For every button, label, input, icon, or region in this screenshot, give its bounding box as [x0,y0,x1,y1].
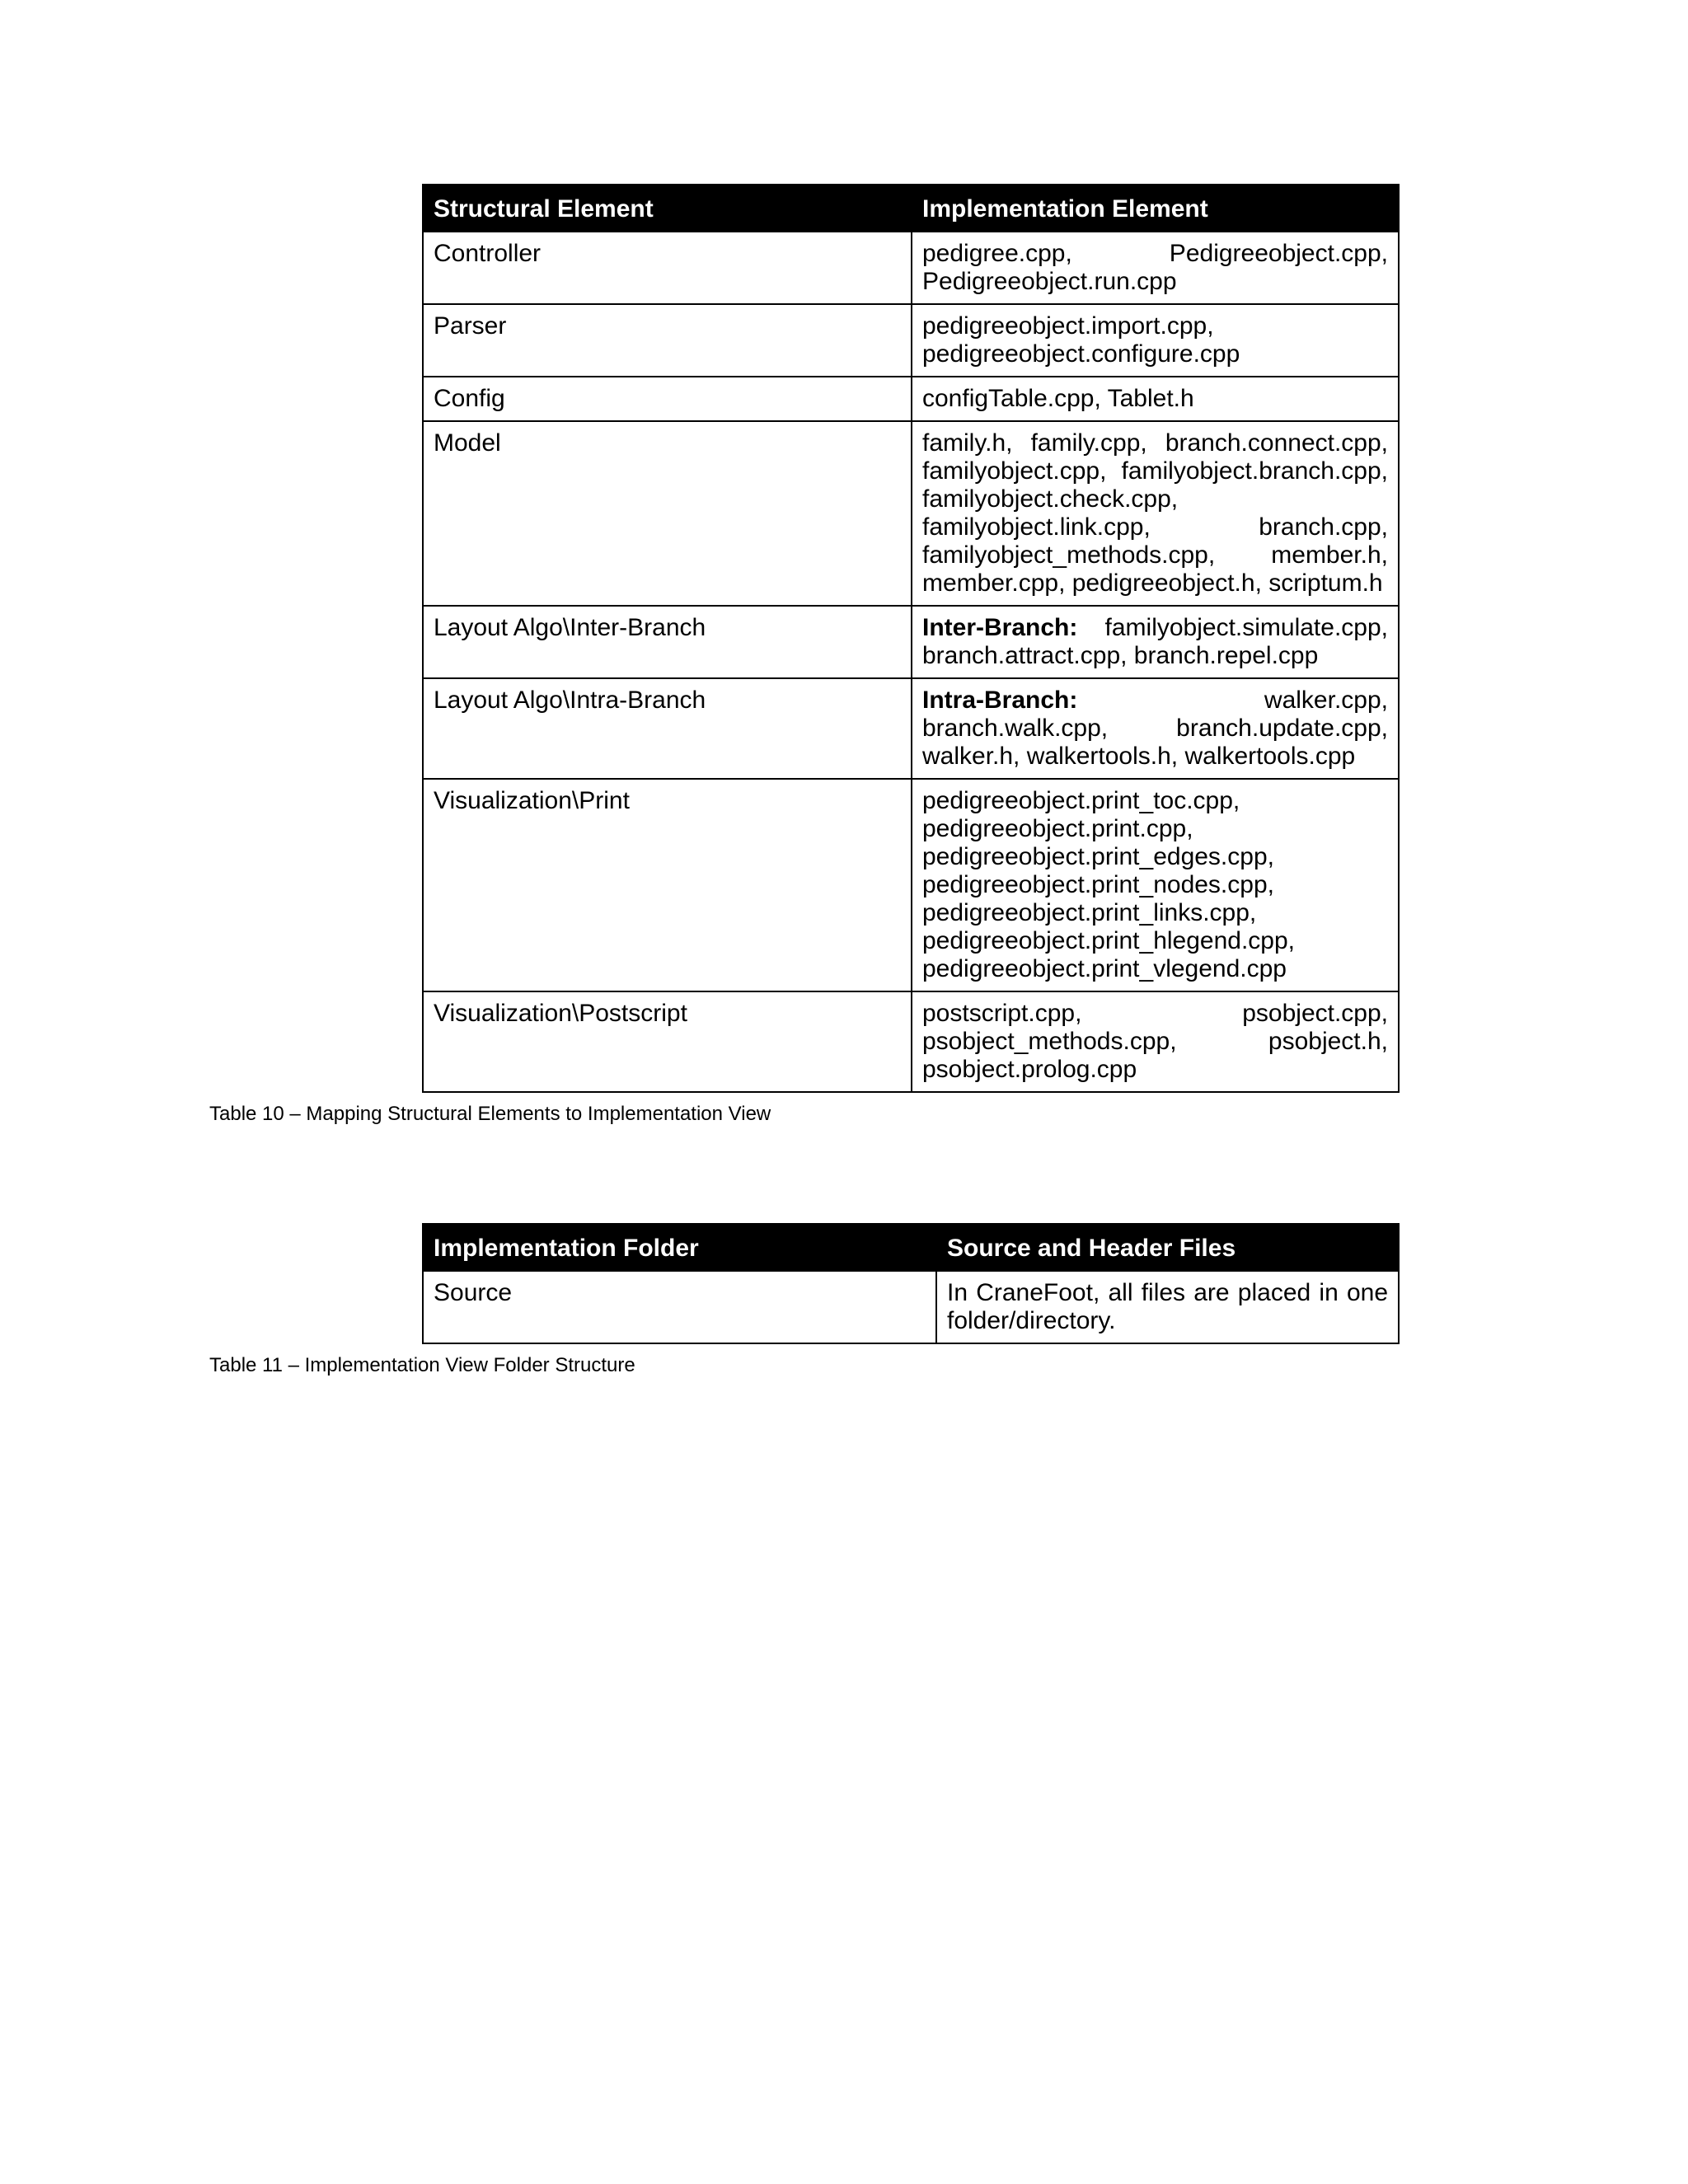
structural-element-cell: Visualization\Print [423,779,912,991]
source-files-cell: In CraneFoot, all files are placed in one folder/directory. [936,1271,1399,1343]
implementation-element-cell: configTable.cpp, Tablet.h [912,377,1399,421]
table-row [423,304,1399,377]
structural-element-cell: Layout Algo\Intra-Branch [423,678,912,779]
column-header-implementation-element: Implementation Element [912,185,1399,232]
implementation-element-cell [912,678,1399,779]
table-row [423,779,1399,991]
table-row [423,678,1399,779]
table-row [423,1271,1399,1343]
column-header-source-and-header-files: Source and Header Files [936,1224,1399,1271]
implementation-element-cell: pedigreeobject.import.cpp, pedigreeobject.configure.cpp [912,304,1399,377]
table-row [423,232,1399,304]
structural-element-cell: Visualization\Postscript [423,991,912,1092]
implementation-element-cell [912,606,1399,678]
table-11-caption: Table 11 – Implementation View Folder Structure [209,1354,635,1376]
inter-branch-files: familyobject.simulate.cpp, branch.attract.cpp, branch.repel.cpp [922,614,1388,669]
implementation-folder-cell: Source [423,1271,936,1343]
column-header-structural-element: Structural Element [423,185,912,232]
implementation-element-cell: pedigree.cpp, Pedigreeobject.cpp, Pedigreeobject.run.cpp [912,232,1399,304]
column-header-implementation-folder: Implementation Folder [423,1224,936,1271]
structural-element-cell: Controller [423,232,912,304]
intra-branch-label: Intra-Branch: [922,687,1078,714]
table-10-caption: Table 10 – Mapping Structural Elements to Implementation View [209,1103,771,1125]
table-header-row [423,185,1399,232]
implementation-element-cell: family.h, family.cpp, branch.connect.cpp, familyobject.cpp, familyobject.branch.cpp, familyobject.check.cpp, familyobject.link.cpp, branch.cpp, familyobject_methods.cpp, member.h, member.cpp, pedigreeobject.h, scriptum.h [912,421,1399,606]
table-row [423,377,1399,421]
structural-element-cell: Model [423,421,912,606]
intra-branch-files: walker.cpp, branch.walk.cpp, branch.update.cpp, walker.h, walkertools.h, walkertools.cpp [922,687,1388,770]
table-header-row [423,1224,1399,1271]
table-row [423,991,1399,1092]
inter-branch-label: Inter-Branch: [922,614,1078,641]
table-row [423,606,1399,678]
structural-element-cell: Config [423,377,912,421]
table-row [423,421,1399,606]
structural-element-cell: Parser [423,304,912,377]
folder-structure-table [422,1223,1400,1344]
implementation-element-cell: postscript.cpp, psobject.cpp, psobject_methods.cpp, psobject.h, psobject.prolog.cpp [912,991,1399,1092]
implementation-element-cell: pedigreeobject.print_toc.cpp, pedigreeobject.print.cpp, pedigreeobject.print_edges.cpp, pedigreeobject.print_nodes.cpp, pedigreeobject.print_links.cpp, pedigreeobject.print_hlegend.cpp, pedigreeobject.print_vlegend.cpp [912,779,1399,991]
structural-mapping-table [422,184,1400,1093]
structural-element-cell: Layout Algo\Inter-Branch [423,606,912,678]
